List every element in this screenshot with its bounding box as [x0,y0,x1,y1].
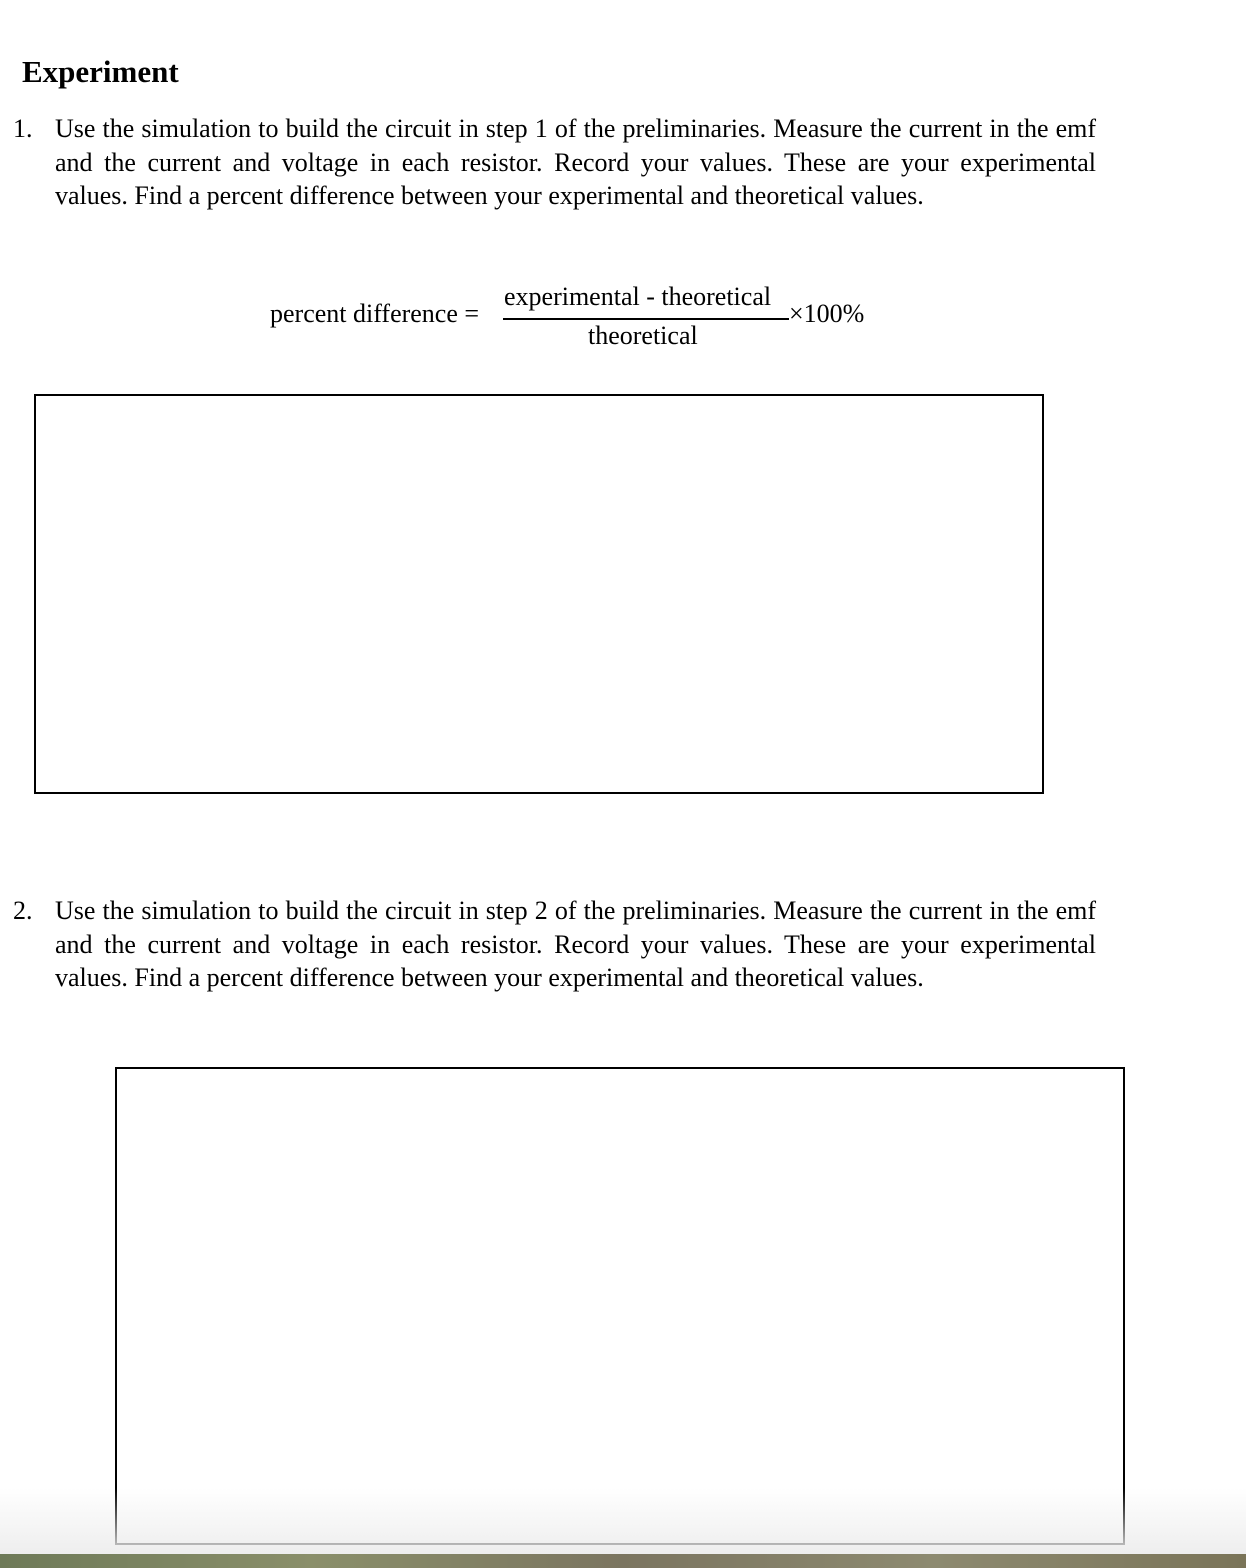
section-heading: Experiment [22,54,179,89]
item-2-number: 2. [13,896,33,925]
fraction-bar [503,318,789,320]
formula-lhs: percent difference = [270,299,480,328]
percent-difference-formula [270,282,890,362]
formula-numerator: experimental - theoretical [504,282,772,311]
formula-denominator: theoretical [588,321,698,350]
answer-box-1[interactable] [34,394,1044,794]
item-2-text: Use the simulation to build the circuit in step 2 of the preliminaries. Measure the current in the emf and the current and voltage in each resistor. Record your values. These are your experimental values. Find a percent difference between your experimental and theoretical values. [55,896,1096,993]
formula-multiplier: ×100% [789,299,865,328]
item-1-number: 1. [13,114,33,143]
item-1-text: Use the simulation to build the circuit in step 1 of the preliminaries. Measure the current in the emf and the current and voltage in each resistor. Record your values. These are your experimental values. Find a percent difference between your experimental and theoretical values. [55,114,1096,211]
answer-box-2[interactable] [115,1067,1125,1545]
desktop-background-strip [0,1554,1246,1568]
